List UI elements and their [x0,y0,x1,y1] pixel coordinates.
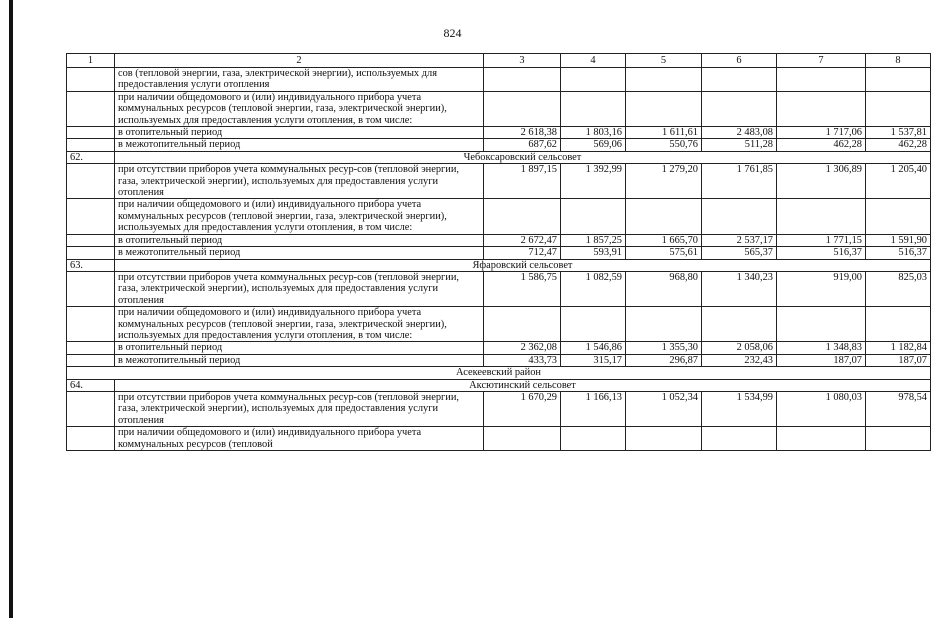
row-description: в отопительный период [115,127,484,139]
table-row [67,91,931,126]
table-row [67,127,931,139]
row-index-cell [67,307,115,342]
empty-cell [777,68,866,92]
value-cell-col4: 1 392,99 [561,164,626,199]
row-index-cell [67,199,115,234]
row-index-cell [67,247,115,259]
section-title: Аксютинский сельсовет [115,379,931,391]
section-row [67,379,931,391]
section-number: 63. [67,259,115,271]
empty-cell [702,68,777,92]
empty-cell [866,68,931,92]
row-description: в отопительный период [115,342,484,354]
empty-cell [777,307,866,342]
row-index-cell [67,164,115,199]
value-cell-col4: 315,17 [561,354,626,366]
value-cell-col4: 1 546,86 [561,342,626,354]
tariff-table [66,53,931,451]
value-cell-col4: 1 857,25 [561,234,626,246]
column-header-4: 4 [561,54,626,68]
value-cell-col7: 187,07 [777,354,866,366]
column-header-row [67,54,931,68]
row-description: при наличии общедомового и (или) индивидуального прибора учета коммунальных ресурсов (тепловой энергии, газа, электрической энергии), используемых для предоставления услуги отопления, в том числе: [115,91,484,126]
value-cell-col3: 687,62 [484,139,561,151]
row-description: при отсутствии приборов учета коммунальных ресур-сов (тепловой энергии, газа, электрической энергии), используемых для предоставления услуги отопления [115,391,484,426]
section-number: 64. [67,379,115,391]
value-cell-col6: 1 534,99 [702,391,777,426]
value-cell-col3: 433,73 [484,354,561,366]
empty-cell [626,68,702,92]
value-cell-col3: 1 586,75 [484,271,561,306]
value-cell-col4: 1 166,13 [561,391,626,426]
empty-cell [866,199,931,234]
value-cell-col6: 2 537,17 [702,234,777,246]
table-row [67,234,931,246]
section-title: Яфаровский сельсовет [115,259,931,271]
value-cell-col6: 2 483,08 [702,127,777,139]
scan-edge-bar [9,0,13,618]
empty-cell [866,427,931,451]
value-cell-col5: 1 665,70 [626,234,702,246]
section-number: 62. [67,151,115,163]
row-description: в отопительный период [115,234,484,246]
table-row [67,391,931,426]
empty-cell [626,199,702,234]
value-cell-col5: 1 611,61 [626,127,702,139]
row-index-cell [67,354,115,366]
value-cell-col5: 575,61 [626,247,702,259]
empty-cell [561,427,626,451]
row-index-cell [67,271,115,306]
value-cell-col4: 593,91 [561,247,626,259]
value-cell-col7: 516,37 [777,247,866,259]
table-row [67,354,931,366]
value-cell-col3: 1 897,15 [484,164,561,199]
empty-cell [561,68,626,92]
row-description: при наличии общедомового и (или) индивидуального прибора учета коммунальных ресурсов (тепловой [115,427,484,451]
row-index-cell [67,127,115,139]
row-description: сов (тепловой энергии, газа, электрической энергии), используемых для предоставления услуги отопления [115,68,484,92]
value-cell-col8: 1 205,40 [866,164,931,199]
column-header-6: 6 [702,54,777,68]
value-cell-col5: 1 279,20 [626,164,702,199]
table-row [67,139,931,151]
row-index-cell [67,139,115,151]
value-cell-col6: 2 058,06 [702,342,777,354]
table-row [67,199,931,234]
empty-cell [484,307,561,342]
column-header-7: 7 [777,54,866,68]
section-row [67,151,931,163]
value-cell-col3: 2 618,38 [484,127,561,139]
value-cell-col3: 712,47 [484,247,561,259]
value-cell-col8: 1 591,90 [866,234,931,246]
value-cell-col6: 232,43 [702,354,777,366]
empty-cell [866,91,931,126]
value-cell-col7: 1 348,83 [777,342,866,354]
empty-cell [626,427,702,451]
value-cell-col8: 825,03 [866,271,931,306]
value-cell-col7: 1 717,06 [777,127,866,139]
column-header-1: 1 [67,54,115,68]
section-row [67,259,931,271]
value-cell-col8: 516,37 [866,247,931,259]
table-row [67,164,931,199]
row-index-cell [67,91,115,126]
value-cell-col8: 187,07 [866,354,931,366]
row-index-cell [67,342,115,354]
empty-cell [484,91,561,126]
row-description: при отсутствии приборов учета коммунальных ресур-сов (тепловой энергии, газа, электрической энергии), используемых для предоставления услуги отопления [115,164,484,199]
value-cell-col6: 511,28 [702,139,777,151]
row-description: при отсутствии приборов учета коммунальных ресур-сов (тепловой энергии, газа, электрической энергии), используемых для предоставления услуги отопления [115,271,484,306]
page-number: 824 [443,26,462,40]
empty-cell [702,307,777,342]
empty-cell [777,91,866,126]
table-row [67,68,931,92]
empty-cell [702,199,777,234]
column-header-3: 3 [484,54,561,68]
value-cell-col3: 1 670,29 [484,391,561,426]
value-cell-col8: 978,54 [866,391,931,426]
value-cell-col7: 1 306,89 [777,164,866,199]
row-description: в межотопительный период [115,354,484,366]
row-description: при наличии общедомового и (или) индивидуального прибора учета коммунальных ресурсов (тепловой энергии, газа, электрической энергии), используемых для предоставления услуги отопления, в том числе: [115,199,484,234]
value-cell-col5: 550,76 [626,139,702,151]
column-header-2: 2 [115,54,484,68]
value-cell-col5: 1 052,34 [626,391,702,426]
value-cell-col5: 1 355,30 [626,342,702,354]
row-description: при наличии общедомового и (или) индивидуального прибора учета коммунальных ресурсов (тепловой энергии, газа, электрической энергии), используемых для предоставления услуги отопления, в том числе: [115,307,484,342]
value-cell-col7: 1 080,03 [777,391,866,426]
section-title: Чебоксаровский сельсовет [115,151,931,163]
value-cell-col8: 462,28 [866,139,931,151]
empty-cell [702,427,777,451]
empty-cell [484,68,561,92]
value-cell-col8: 1 182,84 [866,342,931,354]
value-cell-col3: 2 672,47 [484,234,561,246]
empty-cell [777,427,866,451]
row-index-cell [67,427,115,451]
row-description: в межотопительный период [115,139,484,151]
row-description: в межотопительный период [115,247,484,259]
column-header-5: 5 [626,54,702,68]
district-row [67,367,931,379]
table-row [67,271,931,306]
empty-cell [484,427,561,451]
empty-cell [561,199,626,234]
value-cell-col6: 1 761,85 [702,164,777,199]
table-row [67,307,931,342]
value-cell-col6: 1 340,23 [702,271,777,306]
value-cell-col4: 1 803,16 [561,127,626,139]
value-cell-col6: 565,37 [702,247,777,259]
table-row [67,247,931,259]
empty-cell [866,307,931,342]
empty-cell [626,307,702,342]
column-header-8: 8 [866,54,931,68]
row-index-cell [67,234,115,246]
value-cell-col4: 1 082,59 [561,271,626,306]
value-cell-col4: 569,06 [561,139,626,151]
row-index-cell [67,391,115,426]
table-row [67,342,931,354]
value-cell-col8: 1 537,81 [866,127,931,139]
value-cell-col5: 296,87 [626,354,702,366]
row-index-cell [67,68,115,92]
value-cell-col7: 919,00 [777,271,866,306]
value-cell-col7: 462,28 [777,139,866,151]
value-cell-col5: 968,80 [626,271,702,306]
empty-cell [561,91,626,126]
empty-cell [561,307,626,342]
value-cell-col3: 2 362,08 [484,342,561,354]
empty-cell [626,91,702,126]
value-cell-col7: 1 771,15 [777,234,866,246]
empty-cell [484,199,561,234]
table-row [67,427,931,451]
district-title: Асекеевский район [67,367,931,379]
empty-cell [777,199,866,234]
empty-cell [702,91,777,126]
